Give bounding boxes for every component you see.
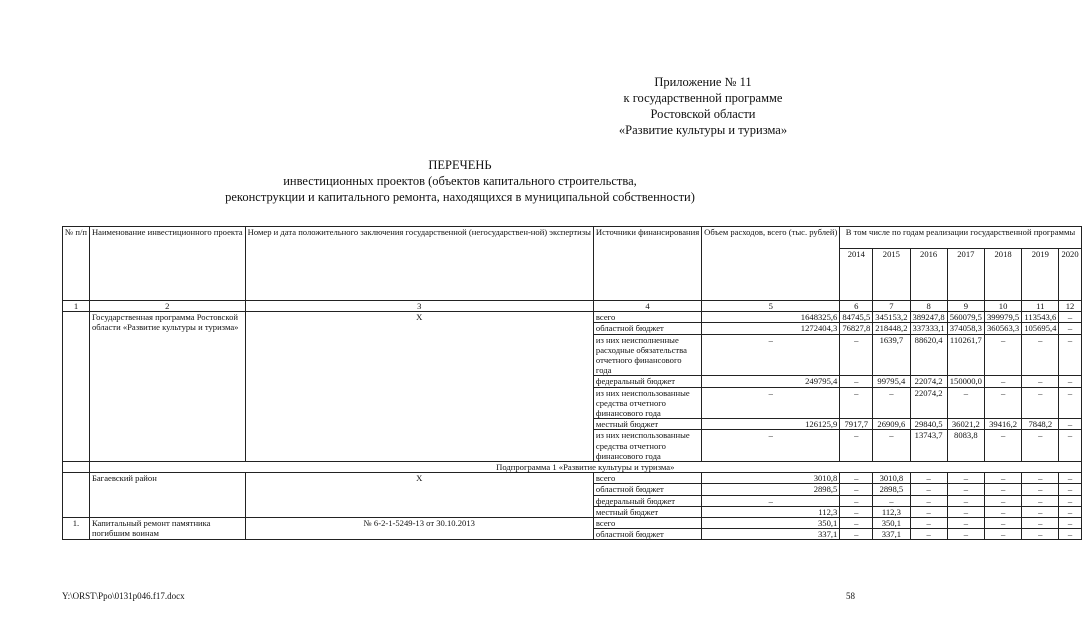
amount-cell: –	[840, 334, 873, 376]
amount-cell: –	[702, 334, 840, 376]
amount-cell: –	[1059, 430, 1081, 462]
column-number: 3	[245, 301, 593, 312]
amount-cell: –	[702, 495, 840, 506]
amount-cell: –	[947, 506, 984, 517]
project-name: Багаевский район	[89, 473, 245, 518]
amount-cell: 1272404,3	[702, 323, 840, 334]
amount-cell: –	[984, 430, 1021, 462]
amount-cell: –	[840, 529, 873, 540]
amount-cell: –	[1059, 334, 1081, 376]
amount-cell: –	[1059, 419, 1081, 430]
row-number	[63, 312, 90, 462]
amount-cell: 399979,5	[984, 312, 1021, 323]
amount-cell: 2898,5	[702, 484, 840, 495]
amount-cell: –	[984, 495, 1021, 506]
table-header-row-1	[63, 227, 1082, 249]
footer-file-path: Y:\ORST\Ppo\0131p046.f17.docx	[62, 591, 185, 601]
amount-cell: –	[840, 376, 873, 387]
amount-cell: –	[1059, 529, 1081, 540]
amount-cell: 150000,0	[947, 376, 984, 387]
amount-cell: –	[947, 518, 984, 529]
expertise-cell: № 6-2-1-5249-13 от 30.10.2013	[245, 518, 593, 540]
column-number: 5	[702, 301, 840, 312]
funding-source: федеральный бюджет	[593, 376, 701, 387]
amount-cell: 350,1	[873, 518, 910, 529]
column-number: 11	[1022, 301, 1059, 312]
amount-cell: –	[1059, 323, 1081, 334]
expertise-cell: Х	[245, 473, 593, 518]
amount-cell: –	[1022, 495, 1059, 506]
amount-cell: 84745,5	[840, 312, 873, 323]
amount-cell: 126125,9	[702, 419, 840, 430]
document-title	[150, 157, 770, 205]
amount-cell: –	[910, 495, 947, 506]
amount-cell: 389247,8	[910, 312, 947, 323]
funding-source: из них неисполненные расходные обязательства отчетного финансового года	[593, 334, 701, 376]
amount-cell: –	[1059, 495, 1081, 506]
amount-cell: 560079,5	[947, 312, 984, 323]
amount-cell: –	[1022, 506, 1059, 517]
amount-cell: 112,3	[873, 506, 910, 517]
funding-source: областной бюджет	[593, 484, 701, 495]
amount-cell: 249795,4	[702, 376, 840, 387]
amount-cell: 2898,5	[873, 484, 910, 495]
amount-cell: 99795,4	[873, 376, 910, 387]
amount-cell: 350,1	[702, 518, 840, 529]
amount-cell: –	[984, 518, 1021, 529]
row-number	[63, 473, 90, 518]
amount-cell: 39416,2	[984, 419, 1021, 430]
amount-cell: 22074,2	[910, 387, 947, 419]
funding-source: всего	[593, 312, 701, 323]
amount-cell: –	[984, 529, 1021, 540]
amount-cell: 76827,8	[840, 323, 873, 334]
appendix-line-2: к государственной программе	[623, 91, 783, 105]
amount-cell: –	[1022, 430, 1059, 462]
amount-cell: 36021,2	[947, 419, 984, 430]
funding-source: федеральный бюджет	[593, 495, 701, 506]
expertise-cell: Х	[245, 312, 593, 462]
amount-cell: –	[910, 484, 947, 495]
amount-cell: –	[984, 506, 1021, 517]
amount-cell: –	[1059, 387, 1081, 419]
amount-cell: 1648325,6	[702, 312, 840, 323]
amount-cell: 3010,8	[873, 473, 910, 484]
funding-source: всего	[593, 518, 701, 529]
amount-cell: –	[840, 495, 873, 506]
footer-page-number: 58	[846, 591, 855, 601]
appendix-line-1: Приложение № 11	[654, 75, 752, 89]
row-number: 1.	[63, 518, 90, 540]
amount-cell: 105695,4	[1022, 323, 1059, 334]
amount-cell: –	[1059, 518, 1081, 529]
amount-cell: –	[840, 430, 873, 462]
header-name: Наименование инвестиционного проекта	[89, 227, 245, 301]
appendix-block	[553, 74, 853, 138]
amount-cell: 7917,7	[840, 419, 873, 430]
amount-cell: 88620,4	[910, 334, 947, 376]
subprogram-spacer	[63, 462, 90, 473]
amount-cell: –	[1059, 473, 1081, 484]
amount-cell: 13743,7	[910, 430, 947, 462]
amount-cell: 3010,8	[702, 473, 840, 484]
amount-cell: –	[1022, 376, 1059, 387]
amount-cell: –	[947, 473, 984, 484]
amount-cell: –	[1022, 529, 1059, 540]
amount-cell: 345153,2	[873, 312, 910, 323]
column-number: 9	[947, 301, 984, 312]
amount-cell: –	[702, 387, 840, 419]
column-number: 4	[593, 301, 701, 312]
header-volume: Объем расходов, всего (тыс. рублей)	[702, 227, 840, 301]
header-year: 2015	[873, 249, 910, 301]
amount-cell: –	[1022, 387, 1059, 419]
funding-source: всего	[593, 473, 701, 484]
amount-cell: –	[984, 334, 1021, 376]
program-row	[63, 312, 1082, 323]
column-number: 6	[840, 301, 873, 312]
amount-cell: –	[947, 387, 984, 419]
amount-cell: –	[702, 430, 840, 462]
investment-projects-table	[62, 226, 1082, 540]
header-year: 2016	[910, 249, 947, 301]
header-expertise: Номер и дата положительного заключения государственной (негосударствен-ной) экспертизы	[245, 227, 593, 301]
amount-cell: 1639,7	[873, 334, 910, 376]
amount-cell: –	[984, 387, 1021, 419]
funding-source: местный бюджет	[593, 419, 701, 430]
amount-cell: 110261,7	[947, 334, 984, 376]
amount-cell: –	[1022, 334, 1059, 376]
district-row	[63, 473, 1082, 484]
column-number: 12	[1059, 301, 1081, 312]
amount-cell: –	[947, 495, 984, 506]
amount-cell: 337,1	[702, 529, 840, 540]
amount-cell: –	[984, 376, 1021, 387]
header-num: № п/п	[63, 227, 90, 301]
amount-cell: –	[840, 518, 873, 529]
amount-cell: 22074,2	[910, 376, 947, 387]
title-line-1: ПЕРЕЧЕНЬ	[428, 158, 492, 172]
column-number: 8	[910, 301, 947, 312]
amount-cell: –	[984, 473, 1021, 484]
amount-cell: –	[1022, 484, 1059, 495]
header-years-group: В том числе по годам реализации государственной программы	[840, 227, 1081, 249]
amount-cell: –	[910, 529, 947, 540]
appendix-line-3: Ростовской области	[650, 107, 756, 121]
amount-cell: 7848,2	[1022, 419, 1059, 430]
subprogram-row	[63, 462, 1082, 473]
amount-cell: –	[840, 506, 873, 517]
column-number: 7	[873, 301, 910, 312]
header-year: 2014	[840, 249, 873, 301]
amount-cell: –	[840, 484, 873, 495]
amount-cell: 29840,5	[910, 419, 947, 430]
amount-cell: –	[1022, 518, 1059, 529]
amount-cell: 218448,2	[873, 323, 910, 334]
funding-source: местный бюджет	[593, 506, 701, 517]
project-name: Капитальный ремонт памятника погибшим воинам	[89, 518, 245, 540]
amount-cell: 337333,1	[910, 323, 947, 334]
column-number: 1	[63, 301, 90, 312]
subprogram-title: Подпрограмма 1 «Развитие культуры и туризма»	[89, 462, 1081, 473]
title-line-2: инвестиционных проектов (объектов капитального строительства,	[283, 174, 637, 188]
column-number: 10	[984, 301, 1021, 312]
funding-source: из них неиспользованные средства отчетного финансового года	[593, 387, 701, 419]
header-source: Источники финансирования	[593, 227, 701, 301]
amount-cell: –	[873, 495, 910, 506]
header-year: 2020	[1059, 249, 1081, 301]
header-year: 2017	[947, 249, 984, 301]
funding-source: областной бюджет	[593, 323, 701, 334]
amount-cell: –	[1022, 473, 1059, 484]
amount-cell: 113543,6	[1022, 312, 1059, 323]
amount-cell: –	[947, 484, 984, 495]
amount-cell: 360563,3	[984, 323, 1021, 334]
appendix-line-4: «Развитие культуры и туризма»	[618, 123, 788, 137]
header-year: 2018	[984, 249, 1021, 301]
amount-cell: –	[840, 387, 873, 419]
column-number: 2	[89, 301, 245, 312]
funding-source: из них неиспользованные средства отчетного финансового года	[593, 430, 701, 462]
amount-cell: –	[910, 506, 947, 517]
amount-cell: –	[947, 529, 984, 540]
header-year: 2019	[1022, 249, 1059, 301]
amount-cell: –	[1059, 506, 1081, 517]
amount-cell: –	[984, 484, 1021, 495]
amount-cell: 26909,6	[873, 419, 910, 430]
amount-cell: –	[1059, 376, 1081, 387]
amount-cell: 112,3	[702, 506, 840, 517]
amount-cell: –	[1059, 484, 1081, 495]
funding-source: областной бюджет	[593, 529, 701, 540]
amount-cell: –	[910, 518, 947, 529]
amount-cell: –	[840, 473, 873, 484]
amount-cell: –	[873, 430, 910, 462]
amount-cell: 8083,8	[947, 430, 984, 462]
amount-cell: 374058,3	[947, 323, 984, 334]
amount-cell: –	[873, 387, 910, 419]
amount-cell: 337,1	[873, 529, 910, 540]
project-name: Государственная программа Ростовской области «Развитие культуры и туризма»	[89, 312, 245, 462]
column-number-row	[63, 301, 1082, 312]
title-line-3: реконструкции и капитального ремонта, находящихся в муниципальной собственности)	[225, 190, 695, 204]
amount-cell: –	[1059, 312, 1081, 323]
amount-cell: –	[910, 473, 947, 484]
project1-row	[63, 518, 1082, 529]
